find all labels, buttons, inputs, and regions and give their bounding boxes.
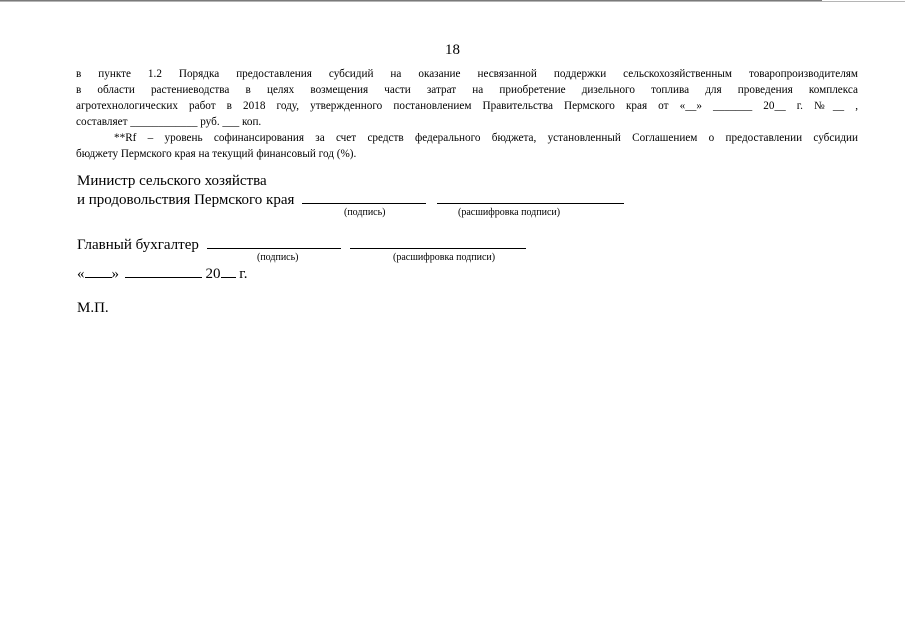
minister-signature-caption: (подпись): [344, 207, 386, 218]
minister-decoding-field: [437, 190, 624, 204]
date-day-field: [85, 264, 112, 278]
date-year-field: [221, 264, 236, 278]
accountant-title: Главный бухгалтер: [77, 237, 199, 253]
paragraph-line: составляет ____________ руб. ___ коп.: [76, 116, 262, 129]
paragraph-line: в пункте 1.2 Порядка предоставления субсидий на оказание несвязанной поддержки сельскохозяйственным товаропроизводителям: [76, 68, 858, 80]
scan-edge-line: [0, 1, 905, 2]
date-month-field: [125, 264, 202, 278]
minister-title-line1: Министр сельского хозяйства: [77, 173, 267, 189]
accountant-signature-field: [207, 235, 341, 249]
paragraph-line: бюджету Пермского края на текущий финансовый год (%).: [76, 148, 357, 161]
paragraph-subsidy-reference: [76, 66, 858, 130]
date-open-quote: «: [77, 266, 85, 282]
stamp-place: М.П.: [77, 300, 109, 316]
date-close-quote: »: [111, 266, 119, 282]
paragraph-line: **Rf – уровень софинансирования за счет средств федерального бюджета, установленный Соглашением о предоставлении субсидии: [114, 132, 858, 144]
paragraph-line: агротехнологических работ в 2018 году, утвержденного постановлением Правительства Пермского края от «__» _______ 20__ г. №__ ,: [76, 100, 858, 113]
accountant-decoding-caption: (расшифровка подписи): [393, 252, 496, 263]
paragraph-rf-footnote: [76, 130, 858, 162]
accountant-decoding-field: [350, 235, 526, 249]
date-year-prefix: 20: [205, 266, 221, 282]
page-number: 18: [445, 42, 460, 58]
date-line: [77, 264, 247, 283]
accountant-signature-caption: (подпись): [257, 252, 299, 263]
minister-title-line2-text: и продовольствия Пермского края: [77, 192, 295, 208]
paragraph-line: в области растениеводства в целях возмещения части затрат на приобретение дизельного топлива для проведения комплекса: [76, 84, 858, 97]
minister-decoding-caption: (расшифровка подписи): [458, 207, 561, 218]
date-year-suffix: г.: [239, 266, 248, 282]
minister-signature-field: [302, 190, 426, 204]
